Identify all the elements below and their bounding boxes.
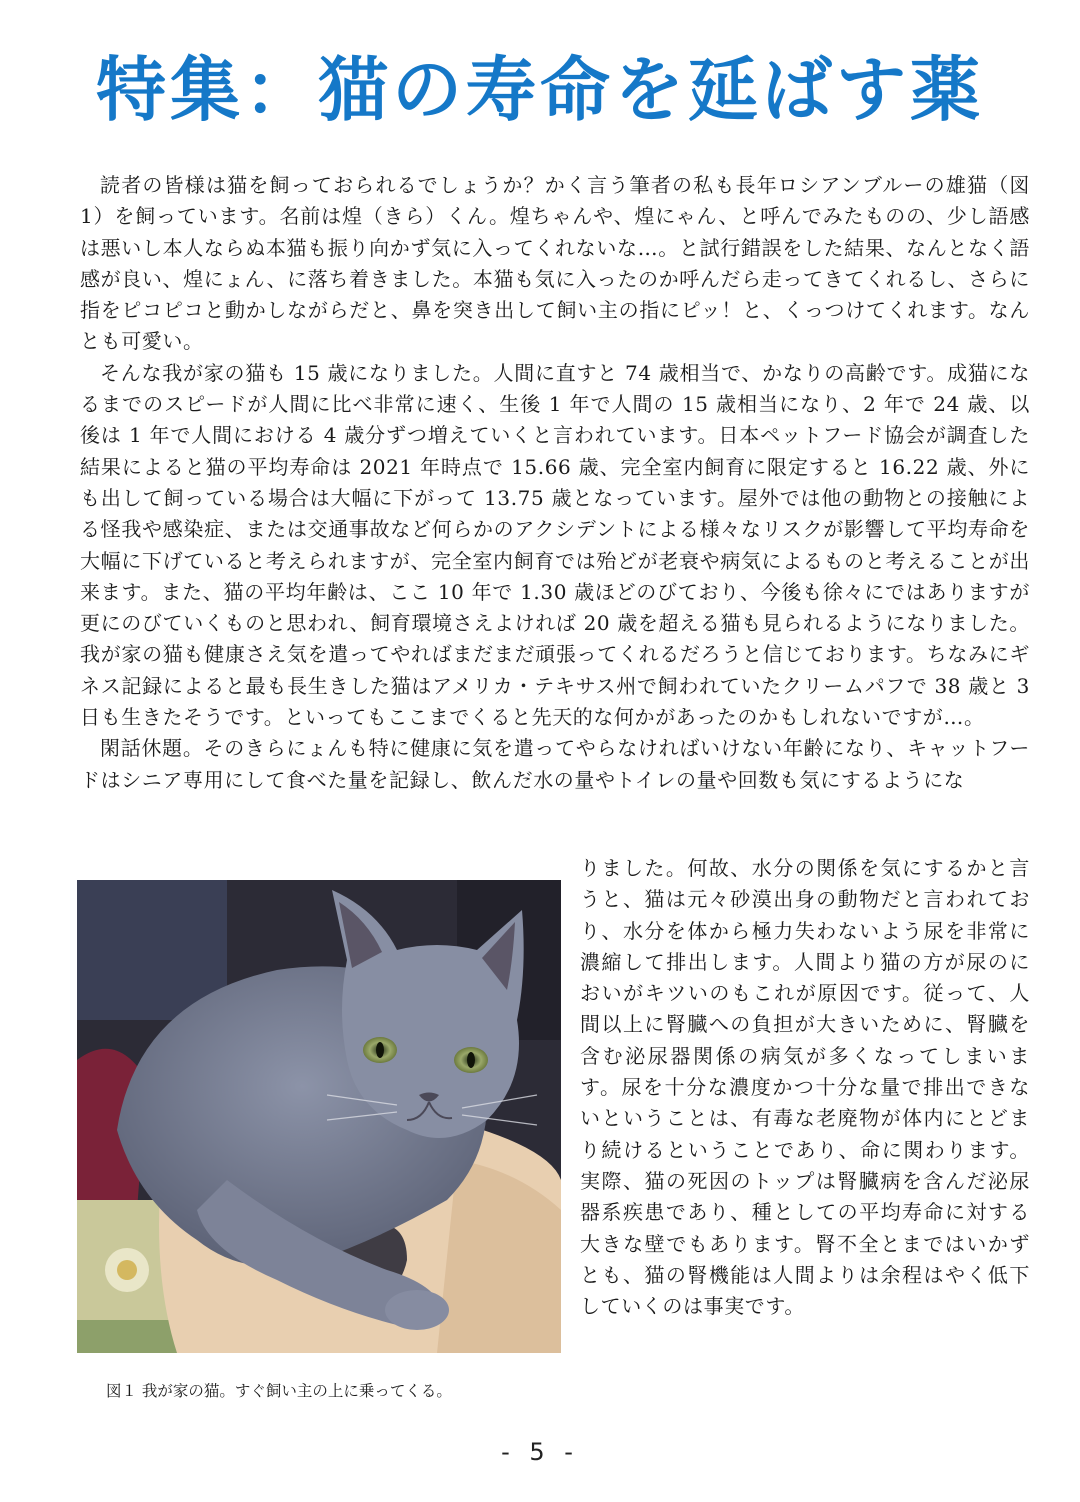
article-body-wrapped: [580, 853, 1030, 1322]
paragraph-2: そんな我が家の猫も 15 歳になりました。人間に直すと 74 歳相当で、かなりの高齢です。成猫になるまでのスピードが人間に比べ非常に速く、生後 1 年で人間の 15 歳相当になり、2 年で 24 歳、以後は 1 年で人間における 4 歳分ずつ増えていくと言われています。日本ペットフード協会が調査した結果によると猫の平均寿命は 2021 年時点で 15.66 歳、完全室内飼育に限定すると 16.22 歳、外にも出して飼っている場合は大幅に下がって 13.75 歳となっています。屋外では他の動物との接触による怪我や感染症、または交通事故など何らかのアクシデントによる様々なリスクが影響して平均寿命を大幅に下げていると考えられますが、完全室内飼育では殆どが老衰や病気によるものと考えることが出来ます。また、猫の平均年齢は、ここ 10 年で 1.30 歳ほどのびており、今後も徐々にではありますが更にのびていくものと思われ、飼育環境さえよければ 20 歳を超える猫も見られるようになりました。我が家の猫も健康さえ気を遣ってやればまだまだ頑張ってくれるだろうと信じております。ちなみにギネス記録によると最も長生きした猫はアメリカ・テキサス州で飼われていたクリームパフで 38 歳と 3 日も生きたそうです。といってもここまでくると先天的な何かがあったのかもしれないですが…。: [80, 360, 1030, 730]
cat-photo: [77, 880, 561, 1353]
page-number: - 5 -: [501, 1438, 579, 1466]
paragraph-1: 読者の皆様は猫を飼っておられるでしょうか？かく言う筆者の私も長年ロシアンブルーの雄猫（図 1）を飼っています。名前は煌（きら）くん。煌ちゃんや、煌にゃん、と呼んでみたものの、少し語感は悪いし本人ならぬ本猫も振り向かず気に入ってくれないな…。と試行錯誤をした結果、なんとなく語感が良い、煌にょん、に落ち着きました。本猫も気に入ったのか呼んだら走ってきてくれるし、さらに指をピコピコと動かしながらだと、鼻を突き出して飼い主の指にピッ！と、くっつけてくれます。なんとも可愛い。: [80, 173, 1030, 354]
figure-caption: 図１ 我が家の猫。すぐ飼い主の上に乗ってくる。: [106, 1382, 452, 1400]
paragraph-3: 閑話休題。そのきらにょんも特に健康に気を遣ってやらなければいけない年齢になり、キャットフードはシニア専用にして食べた量を記録し、飲んだ水の量やトイレの量や回数も気にするようにな: [80, 736, 1030, 792]
cat-photo-illustration: [77, 880, 561, 1353]
page-title: 特集：猫の寿命を延ばす薬: [96, 49, 984, 131]
paragraph-3-continued: りました。何故、水分の関係を気にするかと言うと、猫は元々砂漠出身の動物だと言われており、水分を体から極力失わないよう尿を非常に濃縮して排出します。人間より猫の方が尿のにおいがキツいのもこれが原因です。従って、人間以上に腎臓への負担が大きいために、腎臓を含む泌尿器関係の病気が多くなってしまいます。尿を十分な濃度かつ十分な量で排出できないということは、有毒な老廃物が体内にとどまり続けるということであり、命に関わります。実際、猫の死因のトップは腎臓病を含んだ泌尿器系疾患であり、種としての平均寿命に対する大きな壁でもあります。腎不全とまではいかずとも、猫の腎機能は人間よりは余程はやく低下していくのは事実です。: [580, 856, 1030, 1319]
article-body: [80, 170, 1030, 796]
